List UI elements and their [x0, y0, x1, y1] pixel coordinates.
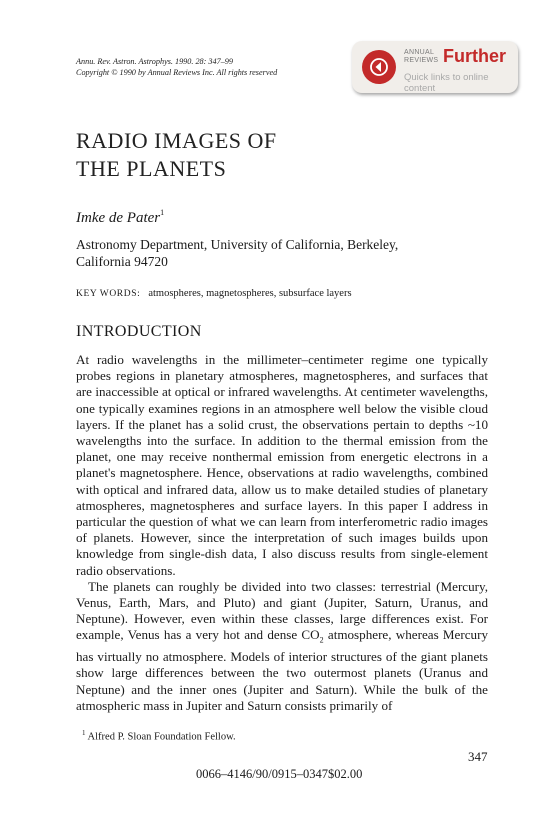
footnote-mark: 1	[82, 729, 86, 737]
badge-annual-label: ANNUAL	[404, 49, 435, 56]
article-code: 0066–4146/90/0915–0347$02.00	[196, 767, 363, 781]
arrow-left-circle-icon	[362, 50, 396, 84]
annual-reviews-further-badge[interactable]	[352, 41, 518, 93]
paragraph-2-part-1: The planets can roughly be divided into two classes: terrestrial (Mercury, Venus, Earth, Mars, and Pluto) and giant (Jupiter, Saturn, Uranus, and Neptune). However, even within these classes, large differences exist. For example, Venus has a very hot and dense CO	[76, 578, 488, 643]
paragraph-2-subscript: 2	[319, 636, 324, 646]
paragraph-2-part-2: atmosphere, whereas Mercury has virtually no atmosphere. Models of interior structures of the giant planets show large differences between the two outermost planets (Uranus and Neptune) and the inner ones (Jupiter and Saturn). While the bulk of the atmospheric mass in Jupiter and Saturn consists primarily of	[76, 627, 488, 713]
keywords-value: atmospheres, magnetospheres, subsurface layers	[148, 288, 352, 299]
keywords	[76, 288, 352, 299]
copyright-notice: Copyright © 1990 by Annual Reviews Inc. All rights reserved	[76, 68, 278, 77]
title-line-2: THE PLANETS	[76, 156, 227, 181]
footnote	[82, 729, 236, 743]
affiliation	[76, 236, 496, 270]
title-line-1: RADIO IMAGES OF	[76, 128, 277, 153]
affiliation-line-2: California 94720	[76, 254, 168, 269]
footnote-text: Alfred P. Sloan Foundation Fellow.	[87, 731, 236, 743]
page-number: 347	[468, 749, 488, 764]
journal-reference: Annu. Rev. Astron. Astrophys. 1990. 28: 347–99	[76, 57, 233, 66]
journal-citation	[76, 56, 346, 78]
paragraph-1: At radio wavelengths in the millimeter–centimeter regime one typically probes regions in planetary atmospheres, magnetospheres, and surfaces that are inaccessible at optical or infrared wavelengths. At centimeter wavelengths, one typically examines regions in an atmosphere well below the visible cloud layers. If the planet has a solid crust, the observations pertain to depths ~10 wavelengths into the surface. In addition to the thermal emission from the planet, one may receive nonthermal emission from energetic electrons in a planet's magnetosphere. Hence, observations at radio wavelengths, combined with optical and infrared data, allow us to make detailed studies of planetary atmospheres, magnetospheres and surface layers. In this paper I address in particular the question of what we can learn from interferometric radio images of planets. However, since the interpretation of such images builds upon knowledge from single-dish data, I also discuss results from single-element radio observations.	[76, 352, 488, 578]
article-title	[76, 127, 277, 183]
badge-reviews-label: REVIEWS	[404, 57, 439, 64]
paragraph-2	[76, 579, 488, 714]
badge-further-label: Further	[443, 46, 506, 66]
author-footnote-mark: 1	[160, 208, 165, 217]
section-heading: INTRODUCTION	[76, 323, 202, 340]
body-text	[76, 352, 488, 714]
affiliation-line-1: Astronomy Department, University of California, Berkeley,	[76, 237, 399, 252]
annual-reviews-wordmark	[404, 49, 438, 65]
badge-subtitle: Quick links to online content	[404, 72, 489, 94]
keywords-label: KEY WORDS:	[76, 289, 141, 299]
author-name: Imke de Pater	[76, 210, 161, 226]
author	[76, 208, 164, 227]
